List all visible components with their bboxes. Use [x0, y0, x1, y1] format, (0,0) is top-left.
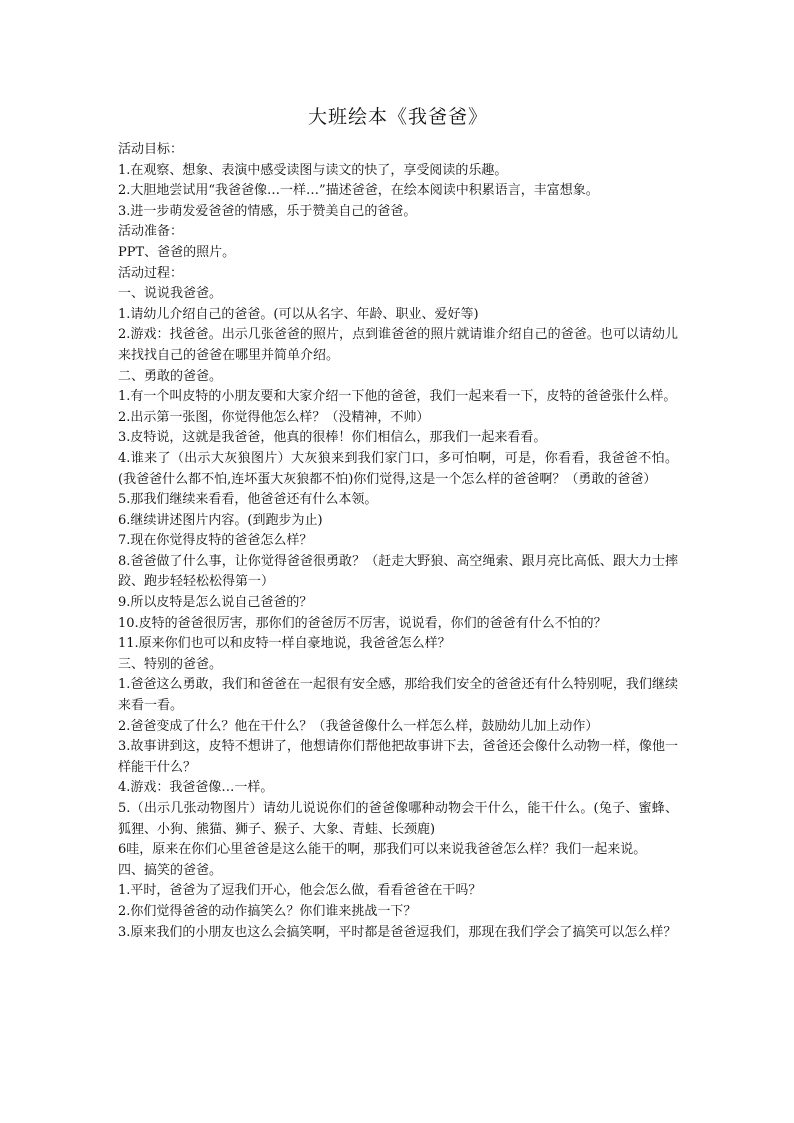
step-item: 3.故事讲到这，皮特不想讲了，他想请你们帮他把故事讲下去，爸爸还会像什么动物一样，像他一样能干什么？: [118, 739, 678, 775]
step-item: 1.请幼儿介绍自己的爸爸。(可以从名字、年龄、职业、爱好等): [118, 306, 479, 322]
step-item: 4.游戏：我爸爸像…一样。: [118, 780, 274, 796]
step-item: 7.现在你觉得皮特的爸爸怎么样？: [118, 533, 313, 549]
step-item: 1.爸爸这么勇敢，我们和爸爸在一起很有安全感，那给我们安全的爸爸还有什么特别呢，我们继续来看一看。: [118, 677, 678, 714]
step-item: 1.有一个叫皮特的小朋友要和大家介绍一下他的爸爸，我们一起来看一下，皮特的爸爸张什么样。: [118, 389, 677, 405]
goal-item: 3.进一步萌发爱爸爸的情感，乐于赞美自己的爸爸。: [118, 203, 417, 219]
step-item: 2.爸爸变成了什么？他在干什么？（我爸爸像什么一样怎么样，鼓励幼儿加上动作）: [118, 718, 599, 734]
step-item: 8.爸爸做了什么事，让你觉得爸爸很勇敢？（赶走大野狼、高空绳索、跟月亮比高低、跟大力士摔跤、跑步轻轻松松得第一）: [118, 553, 678, 590]
section-heading-process: 活动过程：: [118, 265, 184, 281]
part-heading: 一、说说我爸爸。: [118, 286, 223, 302]
part-heading: 二、勇敢的爸爸。: [118, 368, 223, 384]
step-item: 2.出示第一张图，你觉得他怎么样？（没精神，不帅）: [118, 409, 430, 425]
step-item: 1.平时，爸爸为了逗我们开心，他会怎么做，看看爸爸在干吗？: [118, 883, 482, 899]
section-heading-preparation: 活动准备：: [118, 224, 184, 240]
step-item: 3.皮特说，这就是我爸爸，他真的很棒！你们相信么，那我们一起来看看。: [118, 430, 547, 446]
step-item: 2.游戏：找爸爸。出示几张爸爸的照片，点到谁爸爸的照片就请谁介绍自己的爸爸。也可以请幼儿来找找自己的爸爸在哪里并简单介绍。: [118, 327, 678, 363]
step-item: 5.那我们继续来看看，他爸爸还有什么本领。: [118, 492, 378, 508]
step-item: 10.皮特的爸爸很厉害，那你们的爸爸厉不厉害，说说看，你们的爸爸有什么不怕的？: [118, 615, 607, 631]
document-title: 大班绘本《我爸爸》: [307, 106, 488, 128]
part-heading: 四、搞笑的爸爸。: [118, 862, 223, 878]
document-body: [118, 140, 678, 943]
part-heading: 三、特别的爸爸。: [118, 656, 223, 672]
step-item: 2.你们觉得爸爸的动作搞笑么？你们谁来挑战一下？: [118, 903, 417, 919]
step-item: 5.（出示几张动物图片）请幼儿说说你们的爸爸像哪种动物会干什么，能干什么。(兔子、蜜蜂、狐狸、小狗、熊猫、狮子、猴子、大象、青蛙、长颈鹿): [118, 801, 678, 837]
step-item: 11.原来你们也可以和皮特一样自豪地说，我爸爸怎么样？: [118, 636, 451, 652]
preparation-text: PPT、爸爸的照片。: [118, 244, 236, 260]
step-item: 9.所以皮特是怎么说自己爸爸的？: [118, 595, 313, 611]
goal-item: 2.大胆地尝试用“我爸爸像…一样…”描述爸爸，在绘本阅读中积累语言，丰富想象。: [118, 183, 599, 199]
section-heading-goals: 活动目标：: [118, 142, 184, 157]
step-item: 6哇，原来在你们心里爸爸是这么能干的啊，那我们可以来说我爸爸怎么样？我们一起来说。: [118, 842, 647, 858]
step-item: 3.原来我们的小朋友也这么会搞笑啊，平时都是爸爸逗我们，那现在我们学会了搞笑可以怎么样？: [118, 924, 677, 940]
document-page: [118, 104, 678, 943]
goal-item: 1.在观察、想象、表演中感受读图与读文的快了，享受阅读的乐趣。: [118, 162, 508, 178]
step-item: 6.继续讲述图片内容。(到跑步为止): [118, 512, 323, 528]
step-item: 4.谁来了（出示大灰狼图片）大灰狼来到我们家门口，多可怕啊，可是，你看看，我爸爸不怕。(我爸爸什么都不怕,连坏蛋大灰狼都不怕)你们觉得,这是一个怎么样的爸爸啊？（勇敢的爸爸）: [118, 450, 678, 487]
